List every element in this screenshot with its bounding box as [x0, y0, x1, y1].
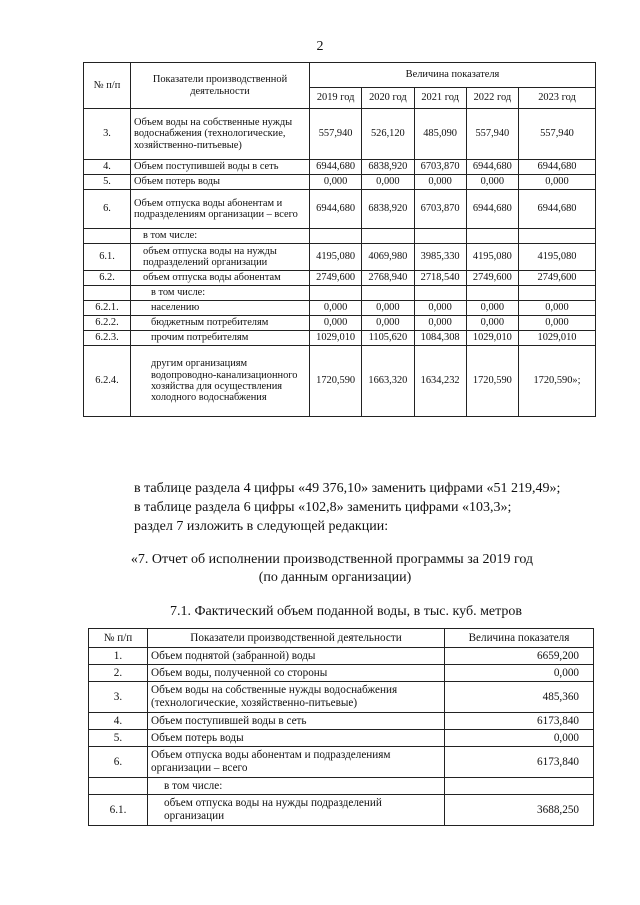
header-value: Величина показателя: [310, 63, 596, 88]
cell-value: 1720,590: [466, 346, 518, 417]
cell-value: 0,000: [445, 730, 594, 747]
cell-value: 0,000: [362, 301, 414, 316]
cell-value: 6173,840: [445, 713, 594, 730]
row-num: 6.: [89, 747, 148, 778]
cell-value: [414, 286, 466, 301]
page-number: 2: [316, 39, 324, 54]
row-label: Объем поступившей воды в сеть: [148, 713, 445, 730]
row-num: 6.2.1.: [84, 301, 131, 316]
row-num: 3.: [89, 682, 148, 713]
cell-value: 1720,590»;: [519, 346, 596, 417]
header-year: 2023 год: [519, 88, 596, 109]
row-label: Объем воды, полученной со стороны: [148, 665, 445, 682]
row-num: 3.: [84, 109, 131, 160]
cell-value: 6944,680: [466, 190, 518, 229]
row-num: 5.: [84, 175, 131, 190]
cell-value: 557,940: [310, 109, 362, 160]
cell-value: 0,000: [362, 316, 414, 331]
table-row: [89, 682, 594, 713]
row-num: 4.: [84, 160, 131, 175]
row-label: Объем воды на собственные нужды водоснабжения (технологические, хозяйственно-питьевые): [131, 109, 310, 160]
header-indicators: Показатели производственной деятельности: [131, 63, 310, 109]
cell-value: 0,000: [414, 316, 466, 331]
amendment-paragraph: в таблице раздела 4 цифры «49 376,10» заменить цифрами «51 219,49»;: [134, 481, 561, 496]
table-row: [89, 713, 594, 730]
cell-value: 6703,870: [414, 160, 466, 175]
table-row: [89, 795, 594, 826]
table-row: [84, 160, 596, 175]
cell-value: [466, 286, 518, 301]
section-title: «7. Отчет об исполнении производственной программы за 2019 год: [130, 552, 534, 567]
cell-value: 1029,010: [310, 331, 362, 346]
table-row: [89, 648, 594, 665]
cell-value: [466, 229, 518, 244]
row-label: Объем отпуска воды абонентам и подразделениям организации – всего: [131, 190, 310, 229]
cell-value: 2749,600: [519, 271, 596, 286]
cell-value: 3985,330: [414, 244, 466, 271]
table-row: [89, 747, 594, 778]
cell-value: 0,000: [310, 301, 362, 316]
row-num: 6.2.: [84, 271, 131, 286]
row-num: 6.1.: [84, 244, 131, 271]
cell-value: 6838,920: [362, 160, 414, 175]
cell-value: 1634,232: [414, 346, 466, 417]
row-label: другим организациям водопроводно-канализационного хозяйства для осуществления холодного водоснабжения: [131, 346, 310, 417]
table-row: [89, 778, 594, 795]
table-row: [84, 109, 596, 160]
table-row: [84, 346, 596, 417]
row-num: 6.2.2.: [84, 316, 131, 331]
production-indicators-table-1: [83, 62, 596, 417]
cell-value: 2768,940: [362, 271, 414, 286]
header-num: № п/п: [84, 63, 131, 109]
row-num: 1.: [89, 648, 148, 665]
cell-value: 1029,010: [519, 331, 596, 346]
cell-value: [519, 229, 596, 244]
cell-value: 6944,680: [310, 190, 362, 229]
row-label: объем отпуска воды абонентам: [131, 271, 310, 286]
row-label: в том числе:: [131, 229, 310, 244]
header-year: 2021 год: [414, 88, 466, 109]
cell-value: 3688,250: [445, 795, 594, 826]
cell-value: 4069,980: [362, 244, 414, 271]
row-label: Объем потерь воды: [131, 175, 310, 190]
header-indicators: Показатели производственной деятельности: [148, 629, 445, 648]
cell-value: 0,000: [466, 301, 518, 316]
table-row: [84, 190, 596, 229]
cell-value: 6944,680: [310, 160, 362, 175]
subsection-title: 7.1. Фактический объем поданной воды, в тыс. куб. метров: [169, 604, 523, 619]
row-num: 4.: [89, 713, 148, 730]
amendment-paragraph: в таблице раздела 6 цифры «102,8» заменить цифрами «103,3»;: [134, 500, 512, 515]
cell-value: 4195,080: [519, 244, 596, 271]
cell-value: 557,940: [466, 109, 518, 160]
cell-value: [310, 286, 362, 301]
header-year: 2019 год: [310, 88, 362, 109]
row-num: 5.: [89, 730, 148, 747]
cell-value: 1029,010: [466, 331, 518, 346]
table-row: [84, 244, 596, 271]
cell-value: 2718,540: [414, 271, 466, 286]
header-year: 2020 год: [362, 88, 414, 109]
row-label: прочим потребителям: [131, 331, 310, 346]
cell-value: 0,000: [445, 665, 594, 682]
row-num: 6.2.3.: [84, 331, 131, 346]
row-label: Объем отпуска воды абонентам и подразделениям организации – всего: [148, 747, 445, 778]
table-row: [84, 286, 596, 301]
amendment-paragraph: раздел 7 изложить в следующей редакции:: [134, 519, 389, 534]
row-label: объем отпуска воды на нужды подразделений организации: [131, 244, 310, 271]
table-row: [84, 175, 596, 190]
cell-value: 6838,920: [362, 190, 414, 229]
cell-value: 6703,870: [414, 190, 466, 229]
row-label: Объем поднятой (забранной) воды: [148, 648, 445, 665]
cell-value: [414, 229, 466, 244]
row-label: объем отпуска воды на нужды подразделений организации: [148, 795, 445, 826]
production-indicators-table-2: [88, 628, 594, 826]
cell-value: [519, 286, 596, 301]
table-row: [84, 271, 596, 286]
cell-value: 4195,080: [466, 244, 518, 271]
cell-value: 0,000: [310, 175, 362, 190]
row-num: [84, 229, 131, 244]
cell-value: 1663,320: [362, 346, 414, 417]
row-label: Объем потерь воды: [148, 730, 445, 747]
table-row: [84, 316, 596, 331]
row-label: Объем поступившей воды в сеть: [131, 160, 310, 175]
cell-value: 4195,080: [310, 244, 362, 271]
section-subtitle: (по данным организации): [258, 570, 412, 585]
cell-value: 6944,680: [519, 190, 596, 229]
cell-value: 0,000: [414, 301, 466, 316]
cell-value: 557,940: [519, 109, 596, 160]
row-label: в том числе:: [148, 778, 445, 795]
cell-value: [362, 286, 414, 301]
table-row: [84, 301, 596, 316]
cell-value: 0,000: [362, 175, 414, 190]
cell-value: 2749,600: [466, 271, 518, 286]
cell-value: 1084,308: [414, 331, 466, 346]
table-row: [89, 730, 594, 747]
row-num: [89, 778, 148, 795]
cell-value: 6659,200: [445, 648, 594, 665]
header-value: Величина показателя: [445, 629, 594, 648]
cell-value: 2749,600: [310, 271, 362, 286]
header-num: № п/п: [89, 629, 148, 648]
row-num: 6.: [84, 190, 131, 229]
cell-value: 0,000: [466, 175, 518, 190]
cell-value: 1105,620: [362, 331, 414, 346]
cell-value: 526,120: [362, 109, 414, 160]
table-row: [84, 229, 596, 244]
cell-value: 6944,680: [519, 160, 596, 175]
cell-value: [362, 229, 414, 244]
cell-value: 6944,680: [466, 160, 518, 175]
cell-value: 6173,840: [445, 747, 594, 778]
row-label: Объем воды на собственные нужды водоснабжения (технологические, хозяйственно-питьевые): [148, 682, 445, 713]
table-row: [89, 665, 594, 682]
cell-value: 1720,590: [310, 346, 362, 417]
row-label: в том числе:: [131, 286, 310, 301]
row-num: [84, 286, 131, 301]
cell-value: 485,090: [414, 109, 466, 160]
cell-value: 485,360: [445, 682, 594, 713]
cell-value: 0,000: [466, 316, 518, 331]
cell-value: 0,000: [310, 316, 362, 331]
table-row: [84, 331, 596, 346]
row-num: 2.: [89, 665, 148, 682]
row-label: бюджетным потребителям: [131, 316, 310, 331]
row-label: населению: [131, 301, 310, 316]
table-header-row: [84, 63, 596, 88]
row-num: 6.1.: [89, 795, 148, 826]
cell-value: 0,000: [519, 175, 596, 190]
header-year: 2022 год: [466, 88, 518, 109]
cell-value: [310, 229, 362, 244]
row-num: 6.2.4.: [84, 346, 131, 417]
cell-value: 0,000: [414, 175, 466, 190]
cell-value: 0,000: [519, 316, 596, 331]
table-header-row: [89, 629, 594, 648]
cell-value: 0,000: [519, 301, 596, 316]
cell-value: [445, 778, 594, 795]
